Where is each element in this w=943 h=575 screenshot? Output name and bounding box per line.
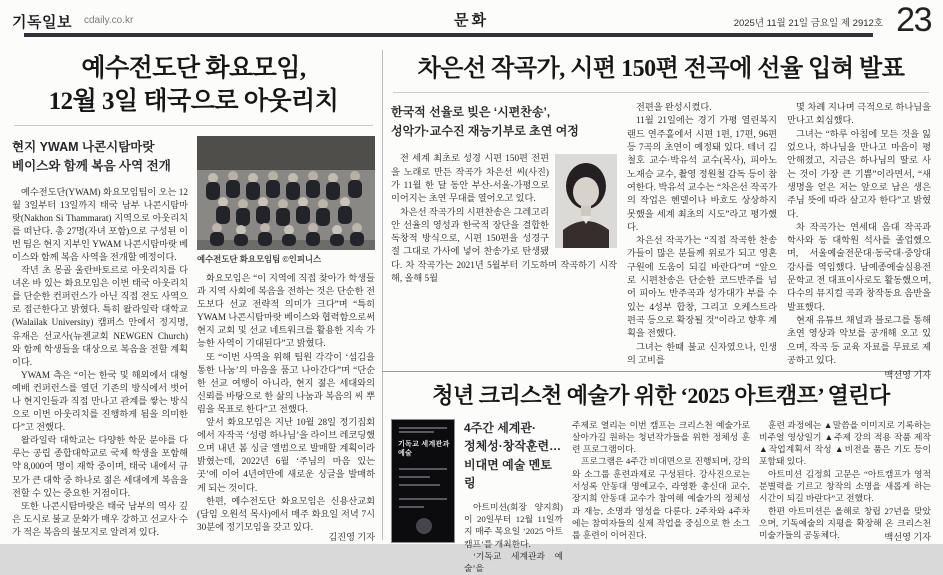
edition-info: 2025년 11월 21일 금요일 제 2912호 — [733, 18, 883, 29]
subtitle-line-2: 베이스와 함께 복음 사역 전개 — [12, 158, 171, 173]
paper-name: 기독일보 — [12, 14, 72, 31]
site-url: cdaily.co.kr — [84, 15, 134, 26]
subtitle-line-3: 비대면 예술 멘토링 — [464, 457, 552, 491]
subtitle-line-1: 4주간 세계관· — [464, 420, 536, 435]
subtitle-line-2: 정체성·창작훈련… — [464, 439, 562, 454]
paragraph: 몇 차례 지나며 극적으로 하나님을 만나고 회심했다. — [787, 102, 931, 126]
paragraph: 프로그램은 4주간 비대면으로 진행되며, 강의와 소그룹 훈련과제로 구성된다. 강사진으로는 서성록 안동대 명예교수, 라영환 총신대 교수, 장지희 안동대 교수가 참여해 예술가의 정체성과 재능, 소명과 영성을 다룬다. 2주차와 4주차에는 참여자들의 실제 작업을 중심으로 한 소그룹 훈련이 이어진다. — [572, 456, 750, 541]
page-number: 23 — [896, 1, 931, 39]
paragraph: 차 작곡가는 연세대 음대 작곡과 학사와 동 대학원 석사를 졸업했으며, 서울예술전문대·동국대·중앙대 강사를 역임했다. 남예종예술실용전문학교 전 대표이사로도 활동했으며, 다수의 뮤지컬 곡과 창작동요 음반을 발표했다. — [787, 221, 931, 312]
poster-decor-bar — [399, 468, 447, 470]
poster-decor-bar — [399, 476, 430, 478]
paragraph: 한편, 예수전도단 화요모임은 신용산교회(담임 오원석 목사)에서 매주 화요일 저녁 7시 30분에 정기모임을 갖고 있다. — [197, 495, 375, 532]
paragraph: 주제로 열리는 이번 캠프는 크리스천 예술가로 살아가길 원하는 청년작가들을 위한 정체성 훈련 프로그램이다. — [572, 419, 750, 455]
paragraph: 한편 아트미션은 올해로 창립 27년을 맞았으며, 기독예술의 지평을 확장해 온 크리스천 미술가들의 공동체다. — [759, 505, 931, 541]
article-composer — [391, 46, 931, 381]
column-2 — [572, 419, 750, 545]
column-2 — [627, 101, 777, 369]
article-artcamp-headline: 청년 크리스천 예술가 위한 ‘2025 아트캠프’ 열린다 — [432, 383, 890, 408]
poster-image — [391, 419, 455, 543]
poster-decor-bar — [399, 498, 447, 500]
article-artcamp-columns — [391, 419, 931, 574]
article-outreach-headline — [12, 52, 375, 118]
paragraph: 전 세계 최초로 성경 시편 150편 전편을 노래로 만든 작곡가 차은선 씨(사진)가 11월 한 달 동안 부산-서울-가평으로 이어지는 초연 무대를 열어오고 있다. — [391, 153, 549, 204]
paragraph: 왈라일락 대학교는 다양한 학문 분야를 다루는 공립 종합대학교로 국제 학생을 포함해 약 8,000여 명이 재학 중이며, 태국 내에서 규모가 큰 대학 중 하나로 젊은 세대에게 복음을 전할 수 있는 중요한 거점이다. — [12, 435, 188, 498]
group-photo — [197, 136, 375, 250]
paragraph: 또 “이번 사역을 위해 팀원 각각이 ‘섬김을 통한 나눔’의 마음을 품고 나아간다”며 “단순한 선교 여행이 아니라, 현지 젊은 세대와의 신뢰를 바탕으로 한 삶의 나눔과 복음의 씨 뿌림을 목표로 한다”고 전했다. — [197, 351, 375, 414]
column-1 — [391, 101, 617, 369]
subtitle-line-1: 현지 YWAM 나콘시탐마랏 — [12, 140, 155, 154]
paragraph: 차은선 작곡가는 “직접 작곡한 찬송가들이 많은 분들께 위로가 되고 영혼구원에 도움이 되길 바란다”며 “앞으로 시편찬송은 단순한 코드반주를 넘어 피아노 반주곡과 성가대가 부를 수 있는 4성부 합창, 그리고 오케스트라 편곡 등으로 확장될 것”이라고 향후 계획을 전했다. — [627, 235, 777, 339]
paragraph: 그녀는 “하루 아침에 모든 것을 잃었으나, 하나님을 만나고 마음이 평안해졌고, 지금은 하나님의 딸로 사는 것이 가장 큰 기쁨”이라면서, “새 생명을 얻은 저는 앞으로 남은 생은 주님 뜻에 따라 살고자 한다”고 밝혔다. — [787, 128, 931, 219]
vertical-divider — [382, 50, 383, 540]
column-3 — [759, 419, 931, 545]
poster-decor-bar — [399, 431, 434, 433]
subtitle-line-1: 한국적 선율로 빚은 ‘시편찬송’, — [391, 105, 551, 120]
photo-caption: 예수전도단 화요모임팀 ©인피니스 — [197, 254, 322, 264]
paragraph: 훈련 과정에는 ▲말씀을 이미지로 기록하는 비주얼 영상일기 ▲주제 강의 적용 작품 제작 ▲작업계획서 작성 ▲비전을 품은 기도 등이 포함돼 있다. — [759, 419, 931, 467]
paragraph: 현재 유튜브 채널과 블로그를 통해 초연 영상과 악보를 공개해 오고 있으며, 작곡 등 교육 자료를 무료로 제공하고 있다. — [787, 314, 931, 365]
article-composer-columns — [391, 101, 931, 381]
article-outreach-subtitle — [12, 138, 188, 176]
column-3 — [787, 101, 931, 381]
paragraph: 아트미션(회장 양지희)이 20일부터 12월 11일까지 매주 목요일 ‘2025 아트캠프’를 개최한다. — [464, 501, 563, 549]
masthead-rule — [24, 33, 873, 37]
paragraph: 11월 21일에는 경기 가평 열린복지랜드 연주홀에서 시편 1편, 17편, 96편 등 7곡의 초연이 예정돼 있다. 테너 김철호 교수·박유석 교수(목사), 피아노 노재승 교수, 촬영 정원철 감독 등이 참여한다. 박유석 교수는 “차은선 작곡가의 작업은 헨델이나 바흐도 상상하지 못했을 세계 최초의 시도”라고 평가했다. — [627, 115, 777, 232]
paragraph: 그녀는 한때 불교 신자였으나, 인생의 고비를 — [627, 341, 777, 365]
portrait-photo — [555, 154, 617, 248]
byline: 백선영 기자 — [876, 529, 931, 543]
article-artcamp-subtitle — [464, 419, 563, 493]
paragraph: 아트미션 김정희 고문은 “아트캠프가 영적 분별력을 기르고 창작의 소명을 새롭게 하는 시간이 되길 바란다”고 전했다. — [759, 468, 931, 504]
column-2 — [197, 134, 375, 539]
poster-decor-bar — [399, 506, 424, 508]
masthead — [12, 0, 931, 40]
article-artcamp — [391, 377, 931, 574]
column-1 — [464, 419, 563, 574]
byline: 백선영 기자 — [884, 370, 931, 381]
headline-line-1: 예수전도단 화요모임, — [81, 55, 306, 82]
paragraph: ‘기독교 세계관과 예술’을 — [464, 551, 563, 574]
article-composer-subtitle — [391, 103, 617, 140]
paragraph: 화요모임은 “이 지역에 직접 찾아가 학생들과 지역 사회에 복음을 전하는 것은 단순한 전도보다 선교 전략적 의미가 크다”며 “특히 YWAM 나콘시탐마랏 베이스와 협력함으로써 현지 교회 및 선교 네트워크를 활용한 지속 가능한 사역이 기대된다”고 밝혔다. — [197, 273, 375, 349]
headline-divider — [14, 125, 373, 126]
poster-logo — [416, 518, 432, 534]
article-outreach-columns — [12, 134, 375, 539]
byline: 김진영 기자 — [320, 529, 375, 543]
headline-line-2: 12월 3일 태국으로 아웃리치 — [48, 88, 339, 115]
section-title: 문화 — [454, 12, 489, 29]
article-outreach — [12, 46, 375, 544]
poster-title: 기독교 세계관과 예술 — [398, 440, 450, 457]
paragraph: 또한 나콘시탐마랏은 태국 남부의 역사 깊은 도시로 불교 문화가 매우 강하고 선교사 수가 적은 복음의 불모지로 알려져 있다. — [12, 500, 188, 537]
poster-decor-bar — [399, 484, 440, 486]
paragraph: 예수전도단(YWAM) 화요모임팀이 오는 12월 3일부터 13일까지 태국 남부 나콘시탐마랏(Nakhon Si Thammarat) 지역으로 아웃리치를 떠난다. 총 27명(자녀 포함)으로 구성된 이번 팀은 현지 지부인 YWAM 나콘시탐마랏 베이스와 함께 복음 사역을 전개할 예정이다. — [12, 186, 188, 262]
paragraph: 차은선 작곡가의 시편찬송은 그레고리안 선율의 영성과 한국적 장단을 결합한 독창적 방식으로, 시편 150편을 성경구절 그대로 가사에 넣어 찬송가로 탄생됐다. 차 작곡가는 2021년 5월부터 기도하며 작곡하기 시작해, 올해 5월 — [391, 206, 617, 284]
article-composer-headline: 차은선 작곡가, 시편 150편 전곡에 선율 입혀 발표 — [417, 56, 905, 82]
subtitle-line-2: 성악가·교수진 재능기부로 초연 여정 — [391, 123, 579, 138]
column-1 — [12, 134, 188, 539]
paragraph: 전편을 완성시켰다. — [636, 102, 712, 113]
poster-decor-bar — [399, 427, 447, 429]
paragraph: 앞서 화요모임은 지난 10월 28일 정기집회에서 자작곡 ‘성령 하나님’을 라이브 레코딩했으며 내년 봄 싱글 앨범으로 발매할 계획이라 밝혔는데, 2022년 6월 ‘주님의 마음 있는 곳’에 이어 4년여만에 새로운 싱글을 발매하게 되는 것이다. — [197, 417, 375, 493]
group-photo-figure — [197, 136, 375, 265]
paragraph: 작년 초 몽골 울란바토르로 아웃리치를 다녀온 바 있는 화요모임은 이번 태국 아웃리치를 단순한 컨퍼런스가 아닌 직접 전도 사역으로 접근한다고 밝혔다. 특히 왈라일락 대학교(Walailak University) 캠퍼스 안에서 정지명, 유재은 선교사(뉴젠교회 NEWGEN Church)와 함께 학생들을 대상으로 복음을 전할 계획이다. — [12, 265, 188, 367]
headline-divider — [393, 92, 929, 93]
paragraph: YWAM 측은 “이는 한국 및 해외에서 대형 예배 컨퍼런스를 열던 기존의 방식에서 벗어나 현지인들과 직접 만나고 관계를 쌓는 방식으로 이번 아웃리치를 진행하게 됨을 의미한다”고 전했다. — [12, 369, 188, 433]
